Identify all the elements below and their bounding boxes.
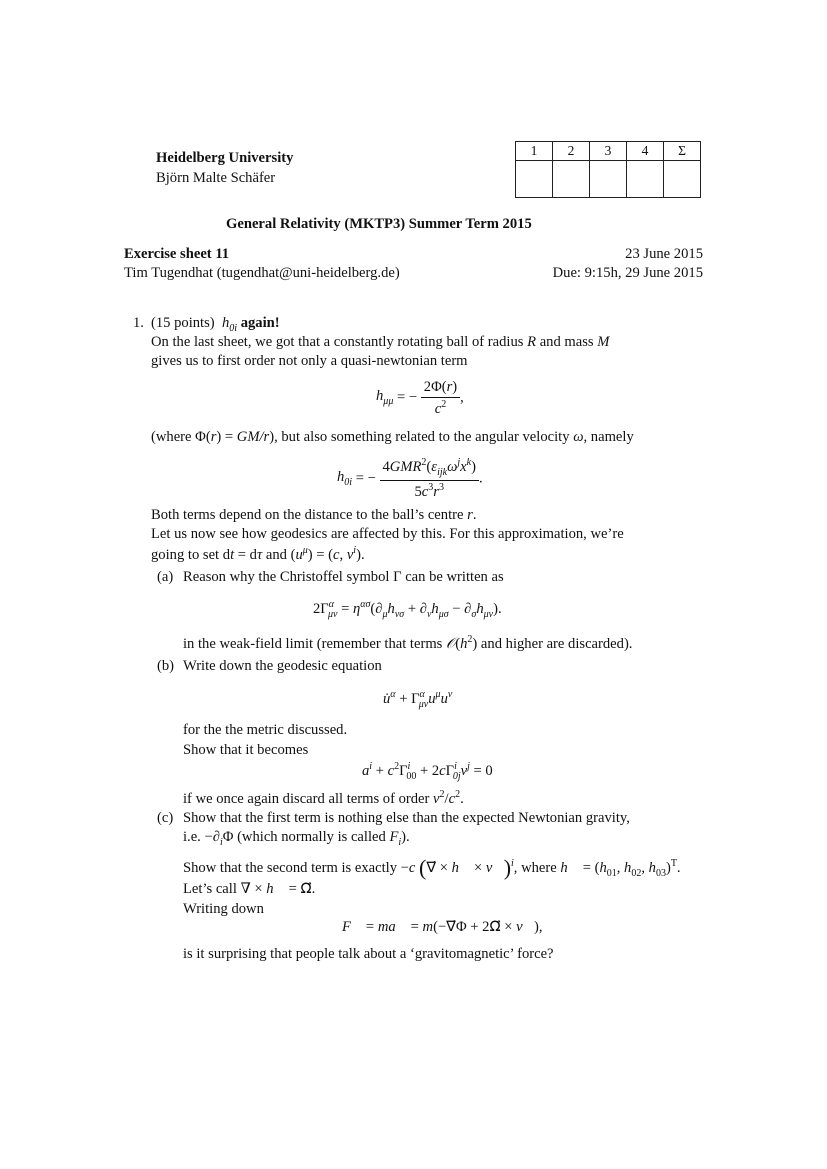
score-header-2: 2 (553, 142, 590, 161)
part-a-text: Reason why the Christoffel symbol Γ can be written as (183, 569, 504, 585)
sheet-date: 23 June 2015 (625, 246, 703, 262)
part-a-after-text-2: and higher are discarded). (480, 635, 633, 652)
equation-christoffel: $2\Gamma^\alpha_{\mu\nu} = \eta^{\alpha\sigma}(\partial_\mu h_{\nu\sigma} + \partial_\nu h_{\mu\sigma} - \partial_\sigma h_{\mu\nu})$. (313, 599, 502, 620)
score-cell-4 (627, 161, 664, 198)
part-c-ie: i.e. (183, 829, 201, 845)
part-b-if: if we once again discard all terms of order $v^2/c^2$. (183, 789, 464, 807)
problem-number: 1. (133, 315, 144, 331)
where-text-3: , namely (583, 429, 634, 445)
both-terms-line: Both terms depend on the distance to the ball’s centre r. (151, 507, 477, 523)
part-c-label: (c) (157, 810, 174, 826)
part-c-call-text: Let’s call (183, 881, 237, 897)
letus-line-2: going to set dt = dτ and $(u^\mu) = (c$, $v^i$). (151, 545, 365, 563)
score-header-4: 4 (627, 142, 664, 161)
part-c-call: Let’s call ∇ × h⃗ = Ω⃗. (183, 881, 316, 897)
h0i-symbol: $h_{0i}$ (218, 315, 238, 334)
both-text: Both terms depend on the distance to the ball’s centre (151, 507, 464, 523)
letus-line-1: Let us now see how geodesics are affected by this. For this approximation, we’re (151, 526, 624, 542)
part-a-label: (a) (157, 569, 174, 585)
part-a-after-text: in the weak-field limit (remember that terms (183, 635, 443, 652)
where-text-1: (where (151, 429, 192, 445)
equation-acceleration: $a^i + c^2\Gamma^i_{00} + 2c\Gamma^i_{0j}v^j = 0$ (362, 761, 493, 782)
score-cell-3 (590, 161, 627, 198)
intro-line-2: gives us to first order not only a quasi-newtonian term (151, 353, 468, 369)
equation-h-0i: $h_{0i}$ = − $\frac{4GMR^2(\varepsilon_{ijk}\omega^jx^k)}{5c^3r^3}$ . (337, 457, 483, 500)
tutor-line: Tim Tugendhat (tugendhat@uni-heidelberg.de) (124, 265, 400, 281)
score-cell-sum (664, 161, 701, 198)
score-table (515, 141, 701, 198)
part-b-for: for the the metric discussed. (183, 722, 348, 738)
score-cell-2 (553, 161, 590, 198)
part-c-text-1: Show that the first term is nothing else than the expected Newtonian gravity, (183, 810, 630, 826)
part-c-called: (which normally is called (237, 829, 386, 845)
where-line: (where Φ(r) = GM/r), but also something related to the angular velocity ω, namely (151, 429, 634, 445)
university-name: Heidelberg University (156, 150, 294, 166)
part-c-where-text: , where (513, 860, 557, 876)
part-c-writing: Writing down (183, 901, 264, 917)
equation-geodesic: u̇$^\alpha$ + $\Gamma^\alpha_{\mu\nu}u^\mu u^\nu$ (383, 689, 453, 710)
score-header-sum: Σ (664, 142, 701, 161)
part-a-after: in the weak-field limit (remember that terms $𝒪(h^2)$ and higher are discarded). (183, 634, 633, 652)
part-c-text-2: i.e. $-\partial_i\Phi$ (which normally is called $F_i$). (183, 829, 410, 848)
part-c-question: is it surprising that people talk about a ‘gravitomagnetic’ force? (183, 946, 554, 962)
part-b-show: Show that it becomes (183, 742, 309, 758)
equation-force: F⃗ = ma⃗ = m(−∇⃗Φ + 2Ω⃗ × v⃗), (342, 919, 543, 935)
letus-text-2b: and (265, 546, 287, 563)
part-c-show: Show that the second term is exactly −c (∇⃗ × h⃗ × v⃗)$^i$, where h⃗ = ($h_{01}$, $h_{02}$, $h_{03})^T$. (183, 855, 681, 880)
problem-heading (151, 316, 280, 334)
problem-title: again! (240, 315, 280, 331)
intro-text-1b: and mass (539, 334, 594, 350)
sheet-label: Exercise sheet 11 (124, 246, 230, 262)
score-cell-1 (516, 161, 553, 198)
due-date: Due: 9:15h, 29 June 2015 (552, 265, 703, 281)
part-b-text: Write down the geodesic equation (183, 658, 382, 674)
score-header-1: 1 (516, 142, 553, 161)
equation-h-mumu: $h_{\mu\mu}$ = − $\frac{2\Phi(r)}{c^2}$ , (376, 379, 464, 417)
problem-points: (15 points) (151, 315, 215, 331)
where-text-2: ), but also something related to the angular velocity (269, 429, 570, 445)
lecturer-name: Björn Malte Schäfer (156, 170, 276, 186)
score-header-3: 3 (590, 142, 627, 161)
part-b-label: (b) (157, 658, 175, 674)
page-title: General Relativity (MKTP3) Summer Term 2015 (226, 216, 532, 232)
letus-text-2a: going to set (151, 546, 220, 563)
part-c-show-text: Show that the second term is exactly (183, 860, 397, 876)
intro-text-1: On the last sheet, we got that a constantly rotating ball of radius (151, 334, 524, 350)
part-b-if-text: if we once again discard all terms of order (183, 790, 430, 807)
intro-line-1: On the last sheet, we got that a constantly rotating ball of radius R and mass M (151, 334, 610, 350)
